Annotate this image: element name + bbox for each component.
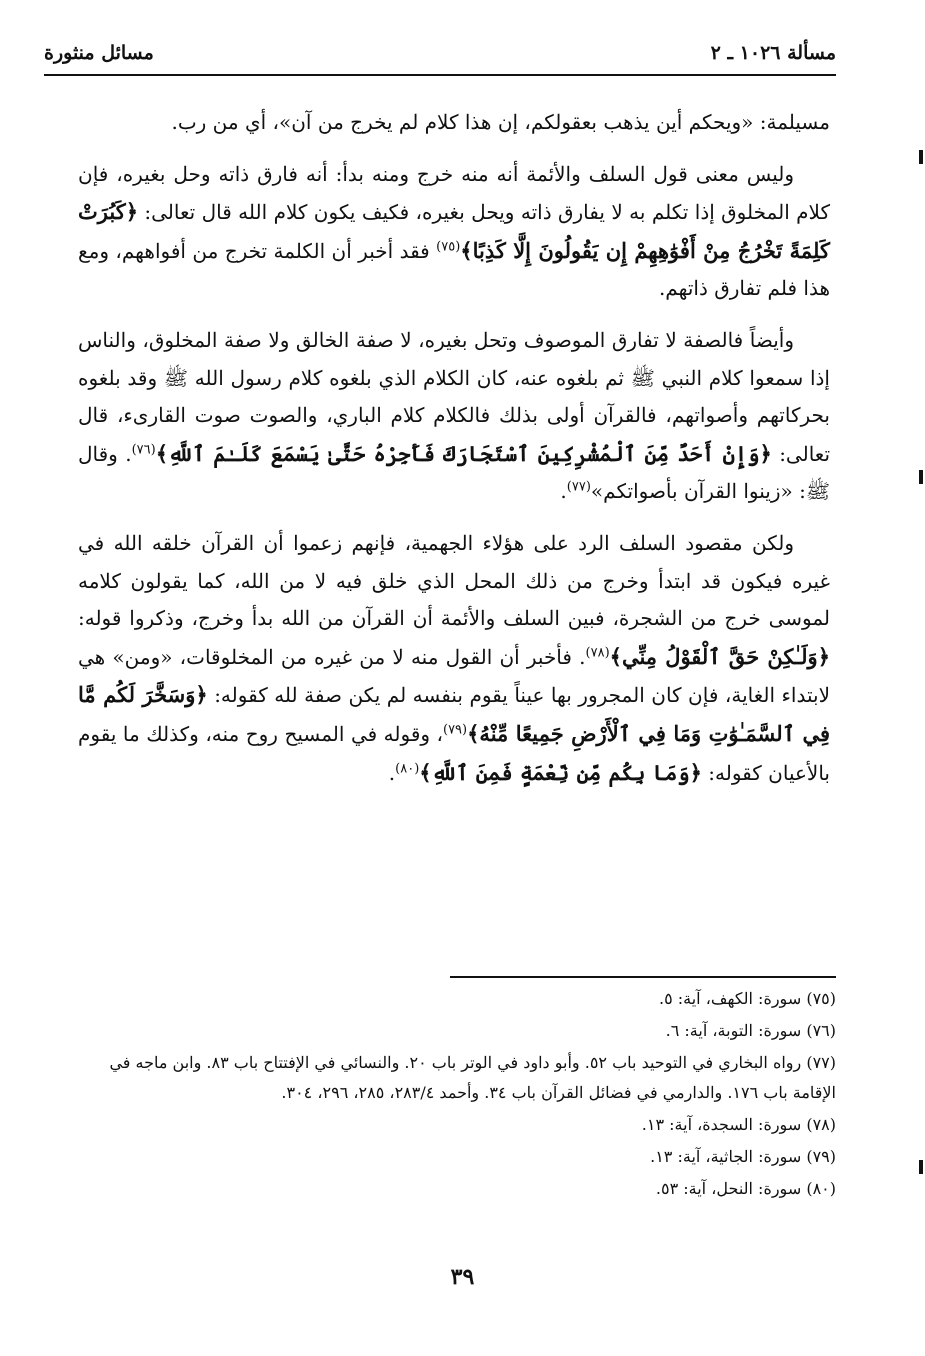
margin-mark: [919, 1160, 923, 1174]
text-run: . وقال ﷺ: «زينوا القرآن بأصواتكم»: [78, 441, 830, 504]
text-run: .: [388, 760, 396, 785]
paragraph: [78, 322, 830, 511]
quran-verse: ﴿وَمَا بِكُم مِّن نِّعْمَةٍ فَمِنَ ٱللَّهِ﴾: [419, 759, 702, 785]
footnote: (٨٠) سورة: النحل، آية: ٥٣.: [655, 1179, 836, 1198]
quran-verse: ﴿وَسَخَّرَ لَكُم مَّا فِي ٱلسَّمَـٰوَٰتِ وَمَا فِي ٱلْأَرْضِ جَمِيعًا مِّنْهُ﴾: [78, 682, 830, 746]
footnote: (٧٥) سورة: الكهف، آية: ٥.: [658, 989, 836, 1008]
text-run: ، وقوله في المسيح روح منه، وكذلك ما يقوم بالأعيان كقوله:: [78, 721, 830, 785]
text-run: وليس معنى قول السلف والأئمة أنه منه خرج ومنه بدأ: أنه فارق ذاته وحل بغيره، فإن كلام المخلوق إذا تكلم به لا يفارق ذاته ويحل بغيره، فكيف يكون كلام الله قال تعالى:: [78, 161, 830, 225]
margin-mark: [919, 150, 923, 164]
footnotes: [90, 984, 836, 1206]
margin-mark: [919, 470, 923, 484]
footnote-reference: (٨٠): [395, 760, 420, 776]
text-run: .: [560, 479, 567, 504]
quran-verse: ﴿كَبُرَتْ كَلِمَةً تَخْرُجُ مِنْ أَفْوَٰهِهِمْ إِن يَقُولُونَ إِلَّا كَذِبًا﴾: [78, 199, 830, 263]
footnote-reference: (٧٧): [566, 479, 591, 495]
footnote-divider: [450, 976, 836, 978]
paragraph: [78, 525, 830, 792]
text-run: . فأخبر أن القول منه لا من غيره من المخلوقات، «ومن» هي لابتداء الغاية، فإن كان المجرور بها عيناً يقوم بنفسه لم يكن صفة لله كقوله:: [78, 644, 830, 708]
text-run: ولكن مقصود السلف الرد على هؤلاء الجهمية، فإنهم زعموا أن القرآن خلقه الله في غيره فيكون قد ابتدأ وخرج من ذلك المحل الذي خلق فيه لا من الله، كما يقولون كلامه لموسى خرج من الشجرة، فبين السلف والأئمة أن القرآن من الله بدأ وخرج، وذكروا قوله:: [78, 530, 830, 631]
running-header: [44, 36, 836, 70]
footnote: (٧٩) سورة: الجاثية، آية: ١٣.: [650, 1147, 836, 1166]
text-run: فقد أخبر أن الكلمة تخرج من أفواههم، ومع هذا فلم تفارق ذاتهم.: [78, 238, 830, 301]
page-number: ٣٩: [450, 1264, 475, 1290]
footnote: (٧٦) سورة: التوبة، آية: ٦.: [665, 1021, 836, 1040]
footnote-reference: (٧٩): [443, 722, 468, 738]
header-issue-number: مسألة ١٠٢٦ ـ ٢: [710, 42, 836, 64]
footnote-reference: (٧٦): [131, 442, 156, 458]
text-run: وأيضاً فالصفة لا تفارق الموصوف وتحل بغيره، لا صفة الخالق ولا صفة المخلوق، والناس إذا سمعوا كلام النبي ﷺ ثم بلغوه عنه، كان الكلام الذي بلغوه كلام رسول الله ﷺ وقد بلغوه بحركاتهم وأصواتهم، فالقرآن أولى بذلك فالكلام كلام الباري، والصوت صوت القارىء، قال تعالى:: [78, 327, 831, 466]
quran-verse: ﴿وَإِنْ أَحَدٌ مِّنَ ٱلْمُشْرِكِينَ ٱسْتَجَارَكَ فَأَجِرْهُ حَتَّىٰ يَسْمَعَ كَلَـٰمَ ٱللَّهِ﴾: [155, 440, 772, 466]
footnote-reference: (٧٨): [585, 645, 610, 661]
footnote-reference: (٧٥): [436, 239, 461, 255]
paragraph: [78, 156, 830, 308]
paragraph: [78, 104, 830, 142]
text-run: مسيلمة: «ويحكم أين يذهب بعقولكم، إن هذا كلام لم يخرج من آن»، أي من رب.: [171, 110, 830, 134]
quran-verse: ﴿وَلَـٰكِنْ حَقَّ ٱلْقَوْلُ مِنِّي﴾: [609, 643, 831, 669]
footnote: (٧٧) رواه البخاري في التوحيد باب ٥٢. وأبو داود في الوتر باب ٢٠. والنسائي في الإفتتاح باب ٨٣. وابن ماجه في الإقامة باب ١٧٦. والدارمي في فضائل القرآن باب ٣٤. وأحمد ٢٨٣/٤، ٢٨٥، ٢٩٦، ٣٠٤.: [109, 1053, 836, 1102]
header-divider: [44, 74, 836, 76]
footnote: (٧٨) سورة: السجدة، آية: ١٣.: [641, 1115, 836, 1134]
header-book-title: مسائل منثورة: [44, 42, 154, 64]
main-text: [78, 104, 830, 806]
